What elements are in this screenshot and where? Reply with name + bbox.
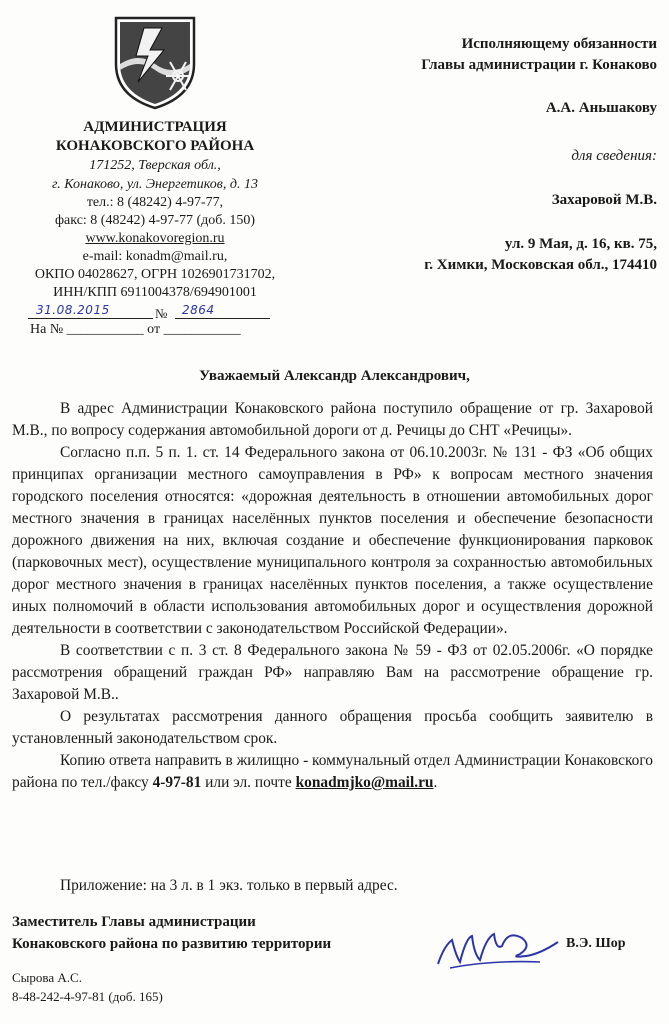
- addressee-position: [317, 34, 657, 76]
- registration-number-label: №: [155, 306, 168, 321]
- body-p5-start: Копию ответа направить в жилищно - коммунальный отдел Администрации Конаковского района по тел./факсу: [12, 752, 653, 791]
- handwritten-signature: [430, 916, 570, 976]
- registration-number-underline: [175, 318, 270, 319]
- body-paragraph-3: В соответствии с п. 3 ст. 8 Федерального закона № 59 - ФЗ от 02.05.2006г. «О порядке рассмотрения обращений граждан РФ» направляю Вам на рассмотрение обращение гр. Захаровой М.В..: [12, 642, 653, 703]
- addressee-name: А.А. Аньшакову: [545, 100, 657, 116]
- coat-of-arms-icon: [104, 12, 206, 112]
- executor-name: Сырова А.С.: [12, 970, 82, 985]
- org-email[interactable]: e-mail: konadm@mail.ru,: [82, 249, 228, 264]
- info-label: для сведения:: [571, 148, 657, 164]
- contact-phone: 4-97-81: [152, 774, 202, 791]
- org-fax: факс: 8 (48242) 4-97-77 (доб. 150): [54, 213, 256, 228]
- body-p5-mid: или эл. почте: [201, 774, 296, 791]
- body-paragraph-5: [12, 750, 653, 794]
- org-header: [20, 118, 290, 302]
- org-inn: ИНН/КПП 6911004378/694901001: [53, 285, 257, 300]
- letter-body: [12, 398, 653, 794]
- recipient-name: Захаровой М.В.: [551, 192, 657, 208]
- recipient-street: ул. 9 Мая, д. 16, кв. 75,: [504, 236, 657, 252]
- contact-email-link[interactable]: konadmjko@mail.ru: [295, 774, 434, 791]
- org-address-line2: г. Конаково, ул. Энергетиков, д. 13: [52, 177, 258, 192]
- executor-phone: 8-48-242-4-97-81 (доб. 165): [12, 989, 163, 1004]
- org-title-line1: АДМИНИСТРАЦИЯ: [83, 119, 227, 135]
- org-phone: тел.: 8 (48242) 4-97-77,: [86, 195, 224, 210]
- body-paragraph-4: О результатах рассмотрения данного обращения просьба сообщить заявителю в установленный законодательством срок.: [12, 708, 653, 747]
- org-address-line1: 171252, Тверская обл.,: [89, 158, 221, 173]
- registration-date-underline: [28, 318, 153, 319]
- org-website-link[interactable]: www.konakovoregion.ru: [85, 231, 225, 246]
- recipient-address: [297, 234, 657, 276]
- executor-info: [12, 968, 163, 1006]
- reference-number-line: На № ___________ от ___________: [30, 322, 241, 337]
- registration-number: 2864: [182, 303, 215, 317]
- body-paragraph-1: В адрес Администрации Конаковского района поступило обращение от гр. Захаровой М.В., по вопросу содержания автомобильной дороги от д. Речицы до СНТ «Речицы».: [12, 400, 653, 439]
- registration-date: 31.08.2015: [36, 303, 110, 317]
- signer-title: [12, 911, 331, 955]
- body-paragraph-2: Согласно п.п. 5 п. 1. ст. 14 Федерального закона от 06.10.2003г. № 131 - ФЗ «Об общих принципах организации местного самоуправления в РФ» к вопросам местного значения городского поселения относятся: «дорожная деятельность в отношении автомобильных дорог местного значения в границах населённых пунктов поселения и обеспечение безопасности дорожного движения на них, включая создание и обеспечение функционирования парковок (парковочных мест), осуществление муниципального контроля за сохранностью автомобильных дорог местного значения в границах населённых пунктов поселения, а также осуществление иных полномочий в области использования автомобильных дорог и осуществления дорожной деятельности в соответствии с законодательством Российской Федерации».: [12, 444, 653, 637]
- addressee-line1: Исполняющему обязанности: [461, 36, 657, 52]
- org-okpo: ОКПО 04028627, ОГРН 1026901731702,: [34, 267, 276, 282]
- recipient-city: г. Химки, Московская обл., 174410: [424, 257, 657, 273]
- org-title-line2: КОНАКОВСКОГО РАЙОНА: [55, 138, 255, 154]
- addressee-line2: Главы администрации г. Конаково: [421, 57, 657, 73]
- signer-line1: Заместитель Главы администрации: [12, 914, 256, 930]
- body-p5-end: .: [433, 774, 438, 791]
- signer-line2: Конаковского района по развитию территории: [12, 936, 332, 952]
- signer-name: В.Э. Шор: [566, 936, 626, 951]
- appendix-note: Приложение: на 3 л. в 1 экз. только в первый адрес.: [60, 877, 398, 894]
- greeting: Уважаемый Александр Александрович,: [199, 368, 470, 384]
